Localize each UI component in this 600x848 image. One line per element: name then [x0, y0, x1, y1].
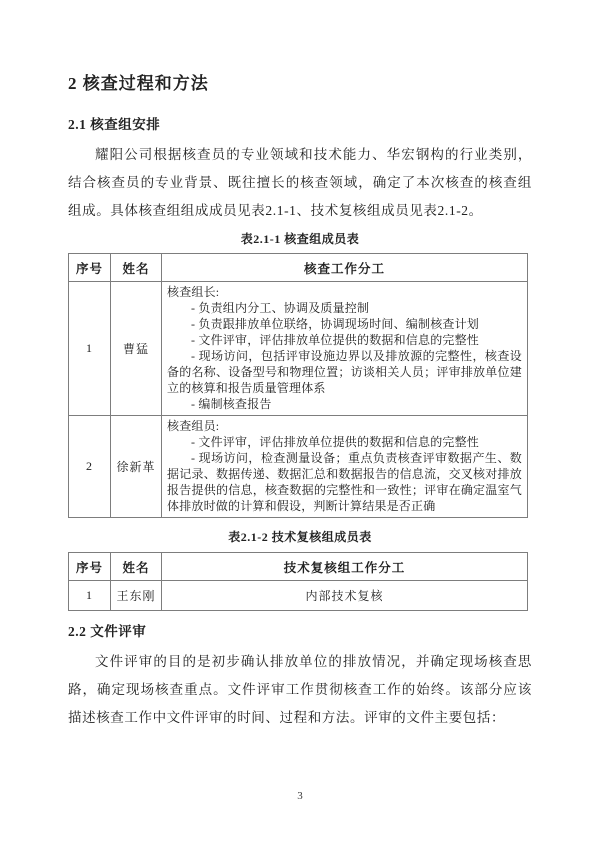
table1-caption: 表2.1-1 核查组成员表 [240, 232, 360, 246]
table1-header-row [69, 254, 528, 282]
table1-header-duty: 核查工作分工 [162, 254, 528, 282]
row1-num: 1 [69, 282, 111, 416]
section-2-2-heading: 2.2 文件评审 [68, 624, 147, 639]
table2-row1-duty: 内部技术复核 [162, 581, 528, 611]
row1-duty-item: - 文件评审，评估排放单位提供的数据和信息的完整性 [191, 333, 479, 347]
table2-caption: 表2.1-2 技术复核组成员表 [228, 530, 372, 544]
technical-review-team-table [68, 552, 528, 611]
table2-row1-num: 1 [69, 581, 111, 611]
row1-duty-item: - 负责组内分工、协调及质量控制 [191, 301, 370, 315]
section-2-1-heading: 2.1 核查组安排 [68, 117, 161, 132]
table-row [69, 416, 528, 518]
section-2-1-paragraph: 耀阳公司根据核查员的专业领域和技术能力、华宏钢构的行业类别，结合核查员的专业背景、既往擅长的核查领域，确定了本次核查的核查组组成。具体核查组组成成员见表2.1-1、技术复核组成员见表2.1-2。 [68, 147, 532, 218]
page-number: 3 [297, 790, 303, 802]
row1-role: 核查组长: [167, 285, 220, 299]
row2-duty-item: - 文件评审，评估排放单位提供的数据和信息的完整性 [191, 435, 479, 449]
table2-row1-name: 王东刚 [111, 581, 162, 611]
row1-duty-item: - 负责跟排放单位联络，协调现场时间、编制核查计划 [191, 317, 479, 331]
row1-duty-item: - 编制核查报告 [191, 397, 272, 411]
chapter-heading: 2 核查过程和方法 [68, 74, 209, 93]
table-row [69, 581, 528, 611]
row1-duties [162, 282, 528, 416]
row2-role: 核查组员: [167, 419, 220, 433]
table-row [69, 282, 528, 416]
verification-team-table [68, 253, 528, 518]
table2-header-row [69, 553, 528, 581]
table1-header-num: 序号 [69, 254, 111, 282]
table2-header-num: 序号 [69, 553, 111, 581]
row2-duties [162, 416, 528, 518]
row2-duty-item: - 现场访问，检查测量设备；重点负责核查评审数据产生、数据记录、数据传递、数据汇总和数据报告的信息流，交叉核对排放报告提供的信息，核查数据的完整性和一致性；评审在确定温室气体排放时做的计算和假设，判断计算结果是否正确 [167, 451, 522, 513]
row2-num: 2 [69, 416, 111, 518]
table1-header-name: 姓名 [111, 254, 162, 282]
row2-name: 徐新革 [111, 416, 162, 518]
table2-header-duty: 技术复核组工作分工 [162, 553, 528, 581]
section-2-2-paragraph: 文件评审的目的是初步确认排放单位的排放情况，并确定现场核查思路，确定现场核查重点。文件评审工作贯彻核查工作的始终。该部分应该描述核查工作中文件评审的时间、过程和方法。评审的文件主要包括： [68, 654, 532, 725]
table2-header-name: 姓名 [111, 553, 162, 581]
row1-name: 曹猛 [111, 282, 162, 416]
row1-duty-item: - 现场访问，包括评审设施边界以及排放源的完整性，核查设备的名称、设备型号和物理位置；访谈相关人员；评审排放单位建立的核算和报告质量管理体系 [167, 349, 522, 395]
